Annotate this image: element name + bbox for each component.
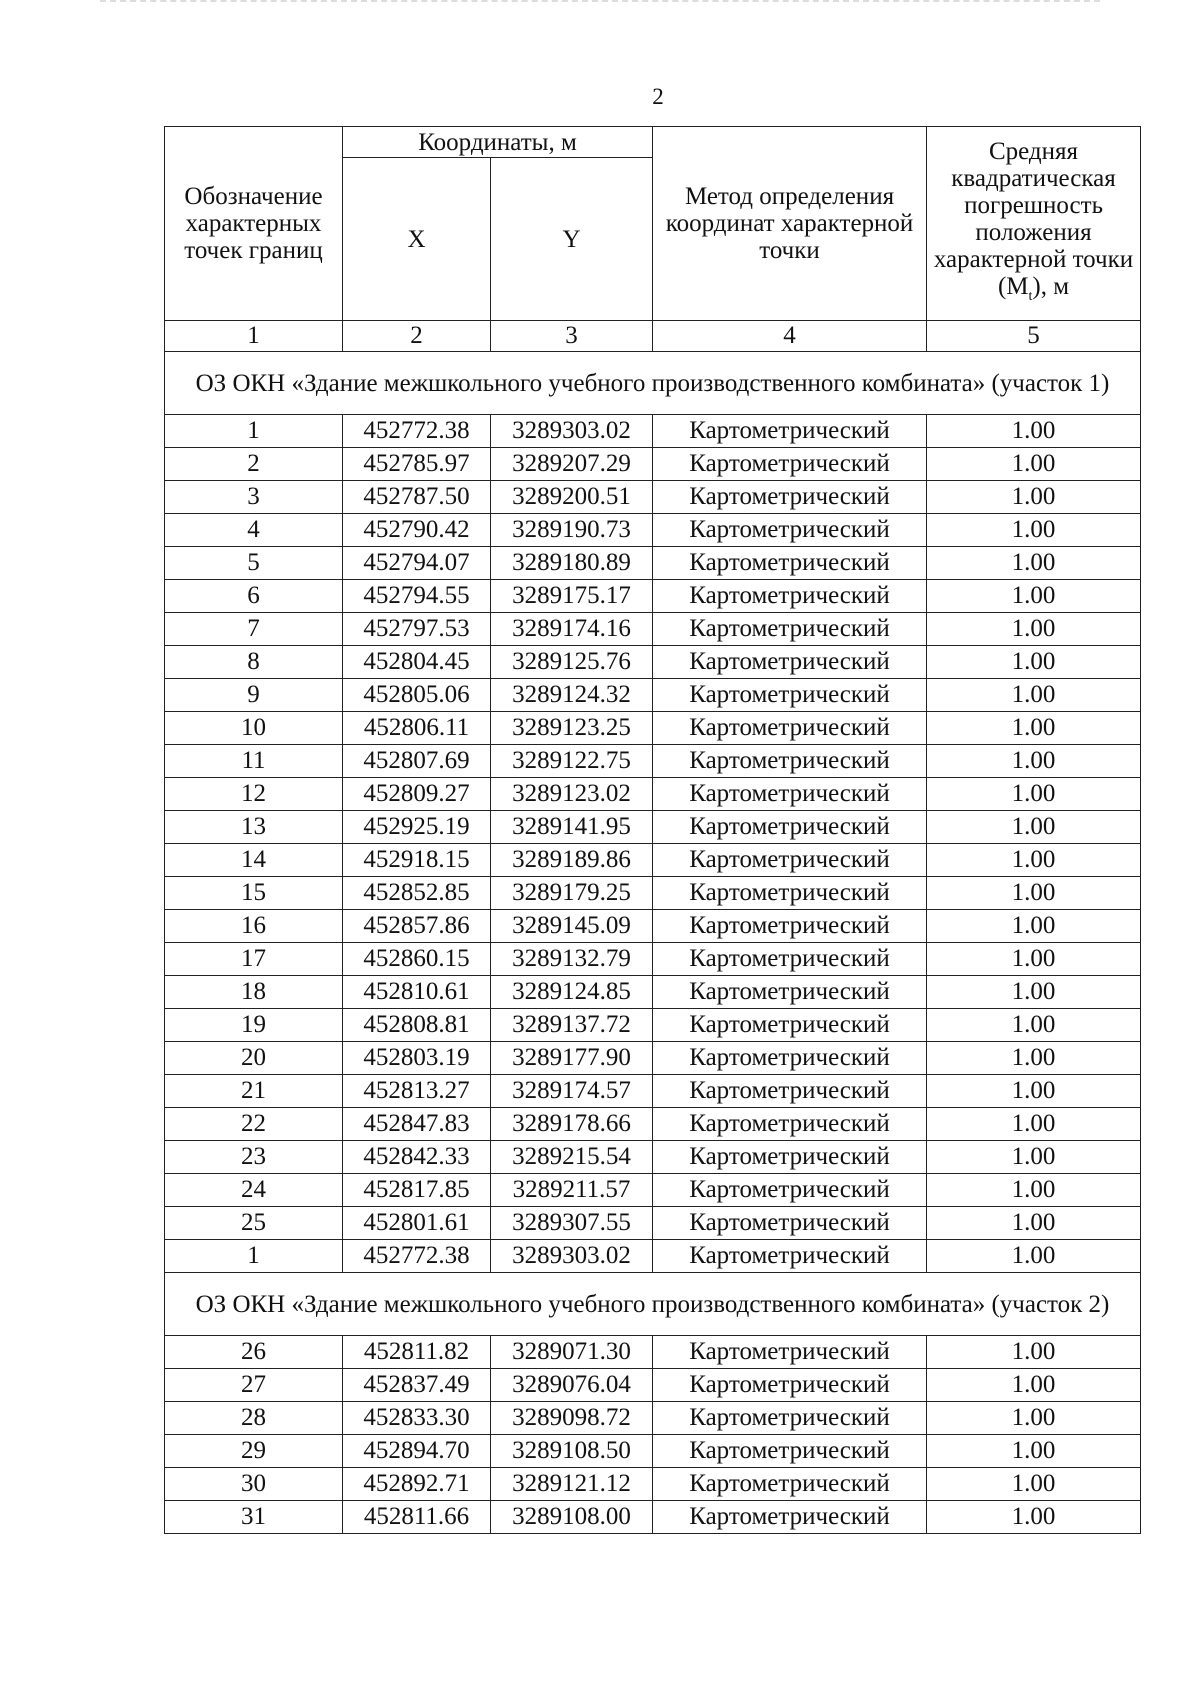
point-number-cell: 11: [165, 745, 343, 778]
method-cell: Картометрический: [653, 976, 927, 1009]
coord-y-cell: 3289108.00: [491, 1501, 653, 1534]
point-number-cell: 4: [165, 514, 343, 547]
point-number-cell: 22: [165, 1108, 343, 1141]
header-mean-error-label: Средняя квадратическая погрешность положения характерной точки $(M_t)$, м: [933, 137, 1134, 304]
point-number-cell: 3: [165, 481, 343, 514]
point-number-cell: 28: [165, 1402, 343, 1435]
coord-x-cell: 452810.61: [343, 976, 491, 1009]
method-cell: Картометрический: [653, 1468, 927, 1501]
coord-y-cell: 3289177.90: [491, 1042, 653, 1075]
mean-error-cell: 1.00: [927, 481, 1141, 514]
coord-x-cell: 452787.50: [343, 481, 491, 514]
method-cell: Картометрический: [653, 877, 927, 910]
method-cell: Картометрический: [653, 745, 927, 778]
point-number-cell: 21: [165, 1075, 343, 1108]
point-number-cell: 31: [165, 1501, 343, 1534]
coord-y-cell: 3289108.50: [491, 1435, 653, 1468]
table-row: [165, 1141, 1141, 1174]
header-mean-error: [927, 127, 1141, 321]
mean-error-cell: 1.00: [927, 646, 1141, 679]
point-number-cell: 1: [165, 1240, 343, 1273]
coord-y-cell: 3289189.86: [491, 844, 653, 877]
method-cell: Картометрический: [653, 844, 927, 877]
point-number-cell: 6: [165, 580, 343, 613]
coord-x-cell: 452803.19: [343, 1042, 491, 1075]
point-number-cell: 24: [165, 1174, 343, 1207]
coord-x-cell: 452772.38: [343, 1240, 491, 1273]
method-cell: Картометрический: [653, 448, 927, 481]
point-number-cell: 20: [165, 1042, 343, 1075]
coord-y-cell: 3289211.57: [491, 1174, 653, 1207]
point-number-cell: 27: [165, 1369, 343, 1402]
point-number-cell: 2: [165, 448, 343, 481]
coord-x-cell: 452925.19: [343, 811, 491, 844]
coord-x-cell: 452847.83: [343, 1108, 491, 1141]
column-index: 5: [927, 321, 1141, 352]
mean-error-cell: 1.00: [927, 1009, 1141, 1042]
table-row: [165, 1501, 1141, 1534]
coord-x-cell: 452817.85: [343, 1174, 491, 1207]
point-number-cell: 10: [165, 712, 343, 745]
coord-x-cell: 452857.86: [343, 910, 491, 943]
column-index: 4: [653, 321, 927, 352]
mean-error-cell: 1.00: [927, 1369, 1141, 1402]
method-cell: Картометрический: [653, 646, 927, 679]
method-cell: Картометрический: [653, 1207, 927, 1240]
mean-error-cell: 1.00: [927, 943, 1141, 976]
header-x: X: [343, 158, 491, 321]
point-number-cell: 14: [165, 844, 343, 877]
point-number-cell: 17: [165, 943, 343, 976]
mean-error-cell: 1.00: [927, 811, 1141, 844]
table-row: [165, 1207, 1141, 1240]
coord-y-cell: 3289124.32: [491, 679, 653, 712]
coord-y-cell: 3289207.29: [491, 448, 653, 481]
coord-x-cell: 452894.70: [343, 1435, 491, 1468]
mean-error-cell: 1.00: [927, 844, 1141, 877]
point-number-cell: 13: [165, 811, 343, 844]
method-cell: Картометрический: [653, 1108, 927, 1141]
coord-x-cell: 452837.49: [343, 1369, 491, 1402]
table-row: [165, 1009, 1141, 1042]
point-number-cell: 25: [165, 1207, 343, 1240]
method-cell: Картометрический: [653, 613, 927, 646]
point-number-cell: 9: [165, 679, 343, 712]
section-header-row: [165, 1273, 1141, 1336]
coord-y-cell: 3289076.04: [491, 1369, 653, 1402]
coord-y-cell: 3289125.76: [491, 646, 653, 679]
method-cell: Картометрический: [653, 1075, 927, 1108]
table-row: [165, 712, 1141, 745]
table-row: [165, 481, 1141, 514]
point-number-cell: 26: [165, 1336, 343, 1369]
header-y: Y: [491, 158, 653, 321]
coord-y-cell: 3289174.57: [491, 1075, 653, 1108]
coordinates-table: [164, 126, 1141, 1534]
coord-x-cell: 452772.38: [343, 415, 491, 448]
table-row: [165, 976, 1141, 1009]
point-number-cell: 29: [165, 1435, 343, 1468]
point-number-cell: 18: [165, 976, 343, 1009]
coord-y-cell: 3289071.30: [491, 1336, 653, 1369]
table-row: [165, 1042, 1141, 1075]
table-row: [165, 1075, 1141, 1108]
method-cell: Картометрический: [653, 415, 927, 448]
point-number-cell: 30: [165, 1468, 343, 1501]
mean-error-cell: 1.00: [927, 1435, 1141, 1468]
method-cell: Картометрический: [653, 1336, 927, 1369]
mean-error-cell: 1.00: [927, 1075, 1141, 1108]
coord-x-cell: 452794.07: [343, 547, 491, 580]
table-row: [165, 448, 1141, 481]
method-cell: Картометрический: [653, 811, 927, 844]
table-row: [165, 613, 1141, 646]
table-row: [165, 1468, 1141, 1501]
coord-y-cell: 3289190.73: [491, 514, 653, 547]
section-header-row: [165, 352, 1141, 415]
mean-error-cell: 1.00: [927, 712, 1141, 745]
method-cell: Картометрический: [653, 1369, 927, 1402]
table-row: [165, 1336, 1141, 1369]
coord-x-cell: 452813.27: [343, 1075, 491, 1108]
method-cell: Картометрический: [653, 943, 927, 976]
coord-y-cell: 3289178.66: [491, 1108, 653, 1141]
column-index: 1: [165, 321, 343, 352]
table-row: [165, 1402, 1141, 1435]
coord-y-cell: 3289174.16: [491, 613, 653, 646]
coord-x-cell: 452811.82: [343, 1336, 491, 1369]
coord-y-cell: 3289180.89: [491, 547, 653, 580]
table-row: [165, 1174, 1141, 1207]
coord-x-cell: 452797.53: [343, 613, 491, 646]
mean-error-cell: 1.00: [927, 1207, 1141, 1240]
coord-x-cell: 452811.66: [343, 1501, 491, 1534]
coord-y-cell: 3289200.51: [491, 481, 653, 514]
coord-y-cell: 3289175.17: [491, 580, 653, 613]
point-number-cell: 7: [165, 613, 343, 646]
mean-error-cell: 1.00: [927, 679, 1141, 712]
coord-x-cell: 452809.27: [343, 778, 491, 811]
table-row: [165, 514, 1141, 547]
mean-error-cell: 1.00: [927, 613, 1141, 646]
table-row: [165, 745, 1141, 778]
method-cell: Картометрический: [653, 1435, 927, 1468]
coord-y-cell: 3289215.54: [491, 1141, 653, 1174]
mean-error-cell: 1.00: [927, 1042, 1141, 1075]
coord-x-cell: 452852.85: [343, 877, 491, 910]
table-row: [165, 415, 1141, 448]
coord-x-cell: 452842.33: [343, 1141, 491, 1174]
point-number-cell: 23: [165, 1141, 343, 1174]
coord-x-cell: 452785.97: [343, 448, 491, 481]
table-row: [165, 811, 1141, 844]
column-index-row: [165, 321, 1141, 352]
section-title: ОЗ ОКН «Здание межшкольного учебного производственного комбината» (участок 2): [165, 1273, 1141, 1336]
mean-error-cell: 1.00: [927, 514, 1141, 547]
mean-error-cell: 1.00: [927, 448, 1141, 481]
coord-x-cell: 452806.11: [343, 712, 491, 745]
point-number-cell: 5: [165, 547, 343, 580]
table-row: [165, 1108, 1141, 1141]
page-number: 2: [652, 84, 664, 109]
mean-error-cell: 1.00: [927, 877, 1141, 910]
table-row: [165, 547, 1141, 580]
method-cell: Картометрический: [653, 1174, 927, 1207]
coord-y-cell: 3289123.02: [491, 778, 653, 811]
mean-error-cell: 1.00: [927, 1468, 1141, 1501]
coord-y-cell: 3289303.02: [491, 415, 653, 448]
point-number-cell: 1: [165, 415, 343, 448]
method-cell: Картометрический: [653, 1141, 927, 1174]
table-row: [165, 679, 1141, 712]
table-row: [165, 844, 1141, 877]
header-point-designation: Обозначение характерных точек границ: [165, 127, 343, 321]
mean-error-cell: 1.00: [927, 1141, 1141, 1174]
coord-y-cell: 3289121.12: [491, 1468, 653, 1501]
coord-x-cell: 452794.55: [343, 580, 491, 613]
point-number-cell: 8: [165, 646, 343, 679]
coord-y-cell: 3289303.02: [491, 1240, 653, 1273]
method-cell: Картометрический: [653, 1042, 927, 1075]
coord-x-cell: 452892.71: [343, 1468, 491, 1501]
method-cell: Картометрический: [653, 481, 927, 514]
method-cell: Картометрический: [653, 910, 927, 943]
mean-error-cell: 1.00: [927, 1174, 1141, 1207]
mean-error-cell: 1.00: [927, 976, 1141, 1009]
method-cell: Картометрический: [653, 679, 927, 712]
coord-y-cell: 3289132.79: [491, 943, 653, 976]
mean-error-cell: 1.00: [927, 415, 1141, 448]
coord-y-cell: 3289141.95: [491, 811, 653, 844]
mean-error-cell: 1.00: [927, 1240, 1141, 1273]
coord-x-cell: 452833.30: [343, 1402, 491, 1435]
mean-error-cell: 1.00: [927, 1402, 1141, 1435]
method-cell: Картометрический: [653, 547, 927, 580]
table-row: [165, 1369, 1141, 1402]
coord-x-cell: 452801.61: [343, 1207, 491, 1240]
mean-error-cell: 1.00: [927, 580, 1141, 613]
column-index: 2: [343, 321, 491, 352]
method-cell: Картометрический: [653, 712, 927, 745]
table-row: [165, 877, 1141, 910]
coord-x-cell: 452860.15: [343, 943, 491, 976]
coord-x-cell: 452790.42: [343, 514, 491, 547]
method-cell: Картометрический: [653, 1240, 927, 1273]
point-number-cell: 19: [165, 1009, 343, 1042]
coord-x-cell: 452918.15: [343, 844, 491, 877]
header-method: Метод определения координат характерной точки: [653, 127, 927, 321]
point-number-cell: 16: [165, 910, 343, 943]
coord-x-cell: 452807.69: [343, 745, 491, 778]
point-number-cell: 12: [165, 778, 343, 811]
method-cell: Картометрический: [653, 580, 927, 613]
mean-error-cell: 1.00: [927, 778, 1141, 811]
method-cell: Картометрический: [653, 778, 927, 811]
method-cell: Картометрический: [653, 1501, 927, 1534]
coord-y-cell: 3289179.25: [491, 877, 653, 910]
table-row: [165, 943, 1141, 976]
coord-y-cell: 3289145.09: [491, 910, 653, 943]
mean-error-cell: 1.00: [927, 1336, 1141, 1369]
coord-y-cell: 3289124.85: [491, 976, 653, 1009]
coord-y-cell: 3289122.75: [491, 745, 653, 778]
method-cell: Картометрический: [653, 1402, 927, 1435]
coord-y-cell: 3289137.72: [491, 1009, 653, 1042]
coord-x-cell: 452804.45: [343, 646, 491, 679]
coord-y-cell: 3289098.72: [491, 1402, 653, 1435]
method-cell: Картометрический: [653, 514, 927, 547]
mean-error-cell: 1.00: [927, 1501, 1141, 1534]
coord-x-cell: 452808.81: [343, 1009, 491, 1042]
table-row: [165, 910, 1141, 943]
scan-edge: [100, 0, 1100, 5]
table-row: [165, 646, 1141, 679]
table-row: [165, 1435, 1141, 1468]
coord-x-cell: 452805.06: [343, 679, 491, 712]
header-coordinates: Координаты, м: [343, 127, 653, 158]
table-row: [165, 778, 1141, 811]
section-title: ОЗ ОКН «Здание межшкольного учебного производственного комбината» (участок 1): [165, 352, 1141, 415]
mean-error-cell: 1.00: [927, 745, 1141, 778]
table-row: [165, 580, 1141, 613]
coord-y-cell: 3289123.25: [491, 712, 653, 745]
coord-y-cell: 3289307.55: [491, 1207, 653, 1240]
column-index: 3: [491, 321, 653, 352]
mean-error-cell: 1.00: [927, 910, 1141, 943]
mean-error-cell: 1.00: [927, 1108, 1141, 1141]
method-cell: Картометрический: [653, 1009, 927, 1042]
mean-error-cell: 1.00: [927, 547, 1141, 580]
table-row: [165, 1240, 1141, 1273]
point-number-cell: 15: [165, 877, 343, 910]
